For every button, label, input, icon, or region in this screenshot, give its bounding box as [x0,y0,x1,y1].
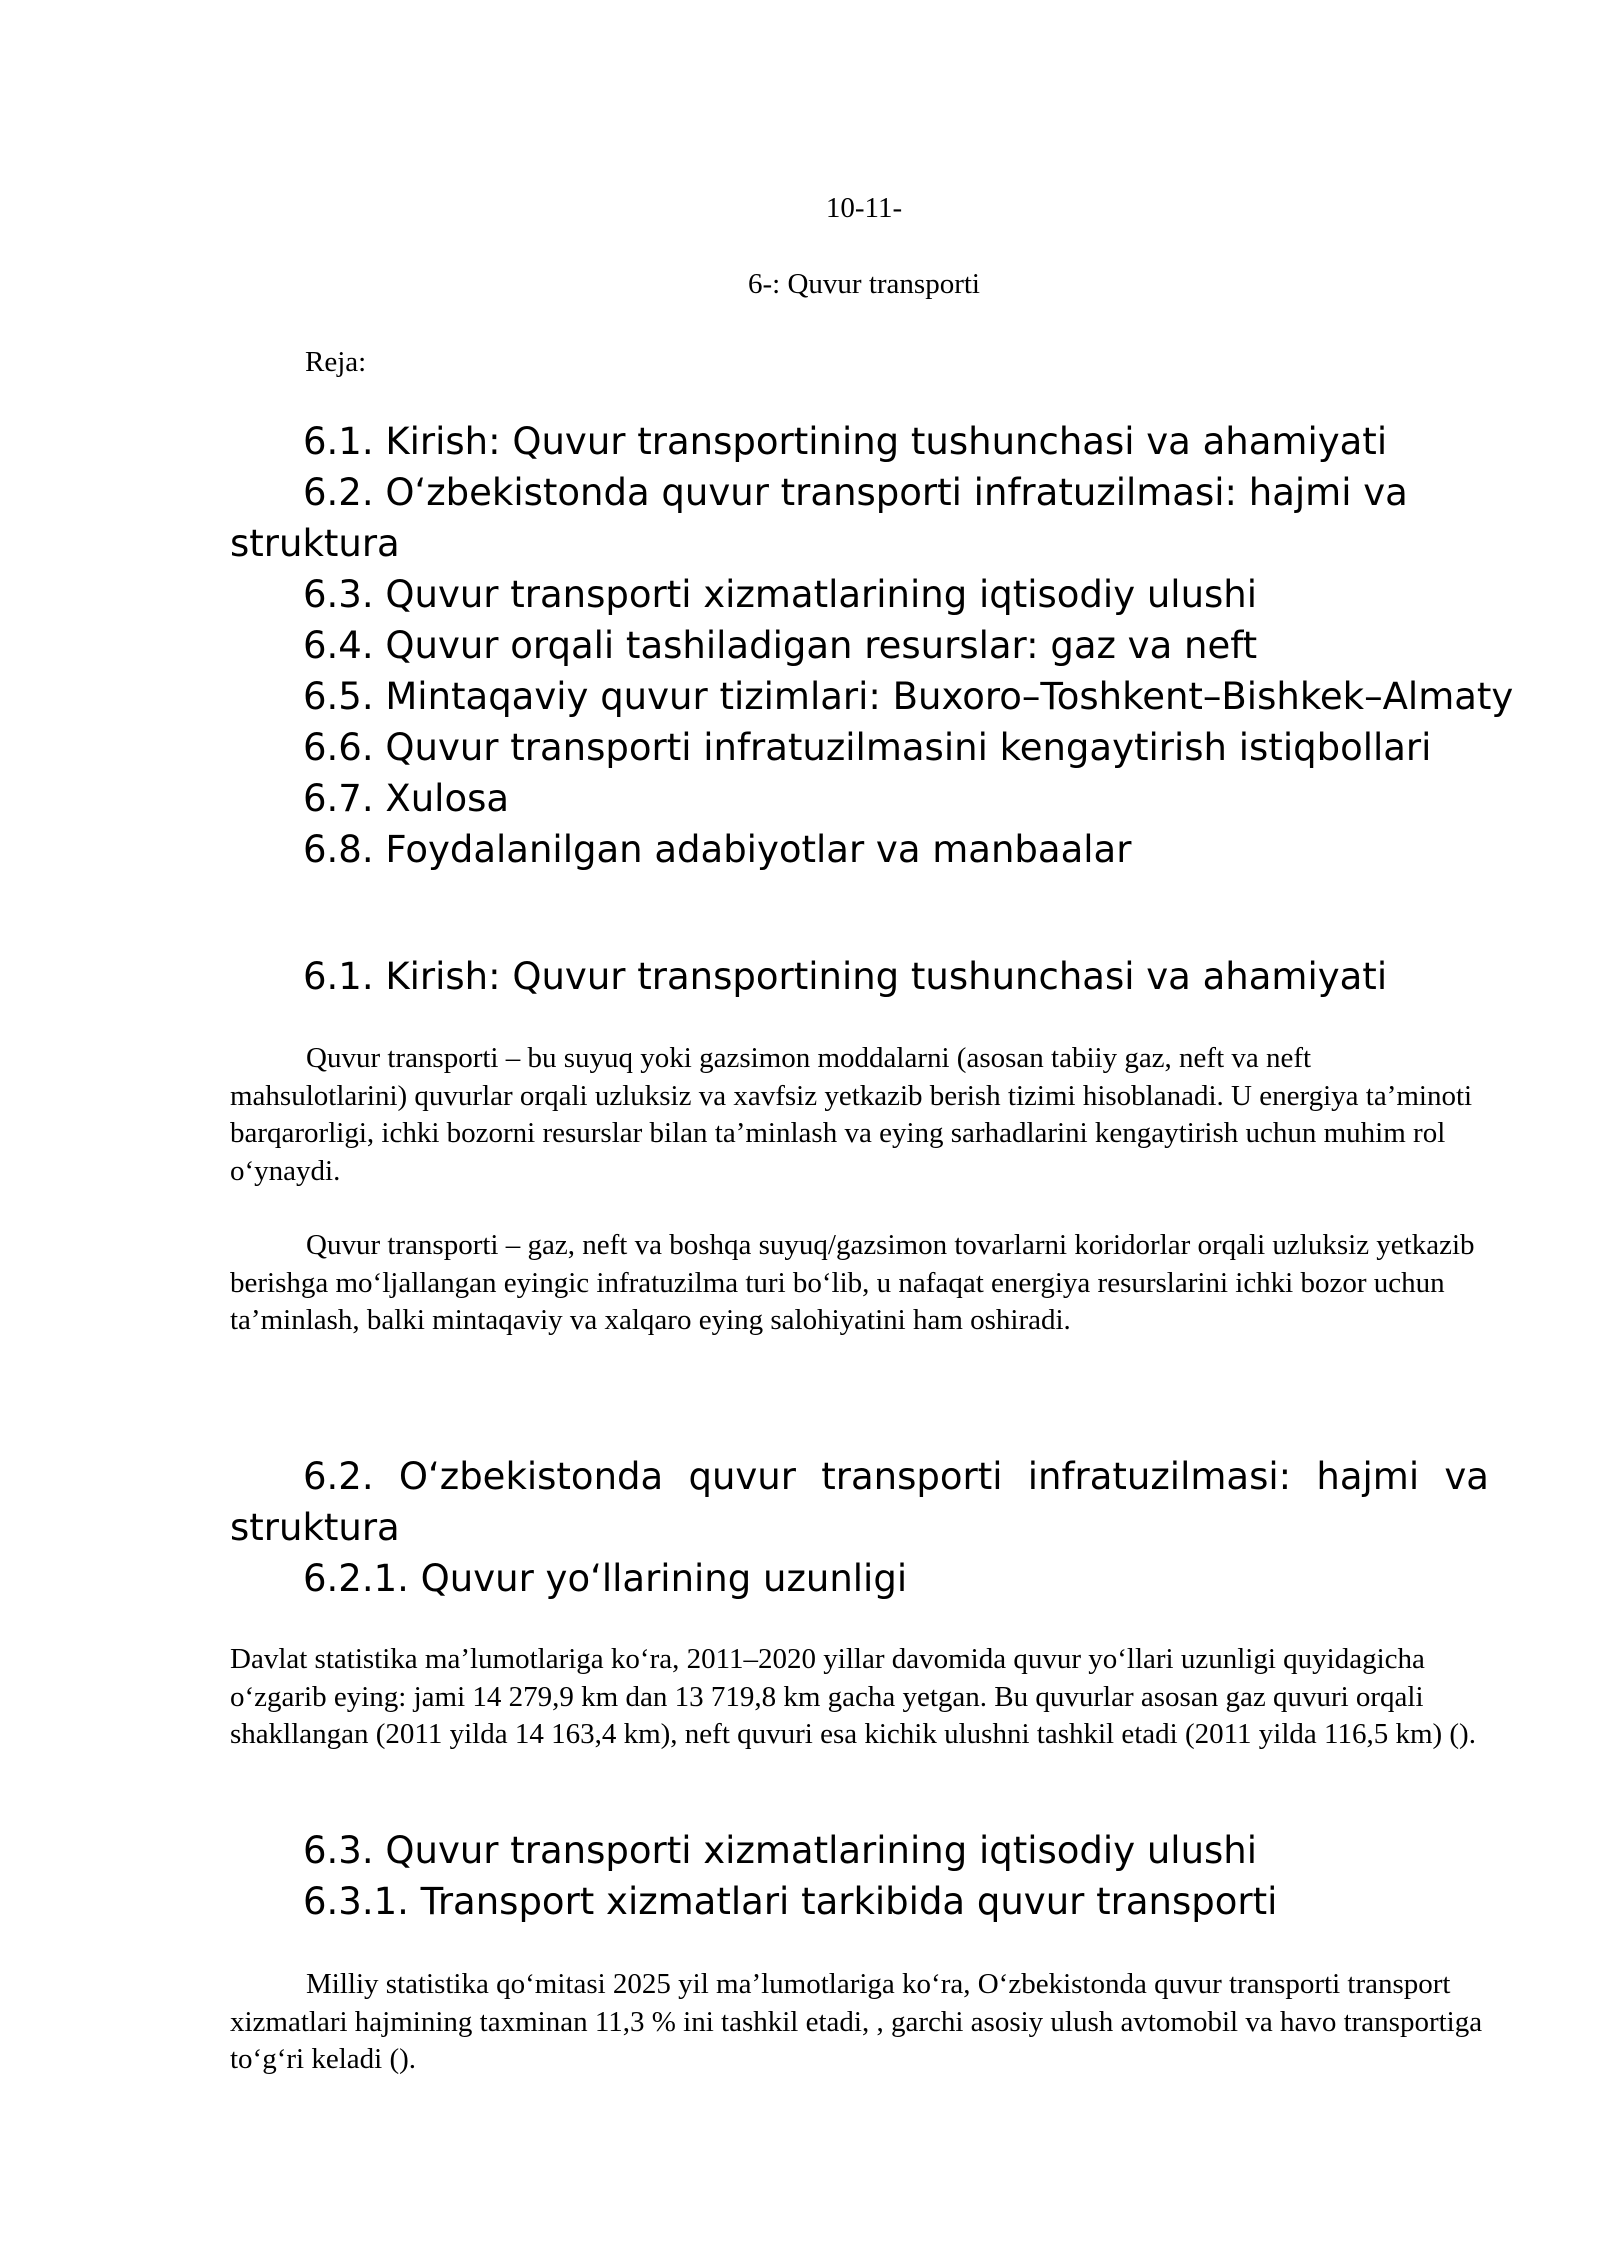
plan-item: 6.4. Quvur orqali tashiladigan resurslar: gaz va neft [303,624,1258,667]
plan-item: 6.5. Mintaqaviy quvur tizimlari: Buxoro–Toshkent–Bishkek–Almaty [303,675,1514,718]
heading-word: infratuzilmasi: [1027,1455,1292,1498]
section-paragraph: Quvur transporti – gaz, neft va boshqa suyuq/gazsimon tovarlarni koridorlar orqali uzluksiz yetkazib berishga mo‘ljallangan eyingic infratuzilma turi bo‘lib, u nafaqat energiya resurslarini ichki bozor uchun ta’minlash, balki mintaqaviy va xalqaro eying salohiyatini ham oshiradi. [230,1229,1475,1336]
section-paragraph: Milliy statistika qo‘mitasi 2025 yil ma’lumotlariga ko‘ra, O‘zbekistonda quvur transporti transport xizmatlari hajmining taxminan 11,3 % ini tashkil etadi, , garchi asosiy ulush avtomobil va havo transportiga to‘g‘ri keladi (). [230,1968,1483,2075]
plan-item: 6.7. Xulosa [303,777,510,820]
section-paragraph: Davlat statistika ma’lumotlariga ko‘ra, 2011–2020 yillar davomida quvur yo‘llari uzunligi quyidagicha o‘zgarib eying: jami 14 279,9 km dan 13 719,8 km gacha yetgan. Bu quvurlar asosan gaz quvuri orqali shakllangan (2011 yilda 14 163,4 km), neft quvuri esa kichik ulushni tashkil etadi (2011 yilda 116,5 km) (). [230,1643,1476,1750]
heading-word: va [1444,1455,1489,1498]
plan-item-continuation: struktura [230,522,400,565]
plan-item: 6.6. Quvur transporti infratuzilmasini kengaytirish istiqbollari [303,726,1432,769]
heading-word: quvur [688,1455,796,1498]
page-marker: 10-11- [825,192,903,224]
plan-item: 6.2. O‘zbekistonda quvur transporti infratuzilmasi: hajmi va [303,471,1408,514]
plan-item: 6.1. Kirish: Quvur transportining tushunchasi va ahamiyati [303,420,1388,463]
plan-label: Reja: [305,346,367,378]
heading-word: 6.2. [303,1455,374,1498]
section-subheading: 6.2.1. Quvur yo‘llarining uzunligi [303,1557,908,1600]
chapter-title: 6-: Quvur transporti [748,268,980,300]
heading-word: O‘zbekistonda [398,1455,664,1498]
section-subheading: 6.3.1. Transport xizmatlari tarkibida quvur transporti [303,1880,1278,1923]
plan-item: 6.8. Foydalanilgan adabiyotlar va manbaalar [303,828,1132,871]
section-heading-continuation: struktura [230,1506,400,1549]
plan-item: 6.3. Quvur transporti xizmatlarining iqtisodiy ulushi [303,573,1258,616]
section-heading: 6.3. Quvur transporti xizmatlarining iqtisodiy ulushi [303,1829,1258,1872]
section-heading-justified [303,1451,1489,1502]
section-paragraph: Quvur transporti – bu suyuq yoki gazsimon moddalarni (asosan tabiiy gaz, neft va neft mahsulotlarini) quvurlar orqali uzluksiz va xavfsiz yetkazib berish tizimi hisoblanadi. U energiya ta’minoti barqarorligi, ichki bozorni resurslar bilan ta’minlash va eying sarhadlarini kengaytirish uchun muhim rol o‘ynaydi. [230,1042,1473,1187]
heading-word: transporti [821,1455,1003,1498]
section-heading: 6.1. Kirish: Quvur transportining tushunchasi va ahamiyati [303,955,1388,998]
heading-word: hajmi [1316,1455,1420,1498]
